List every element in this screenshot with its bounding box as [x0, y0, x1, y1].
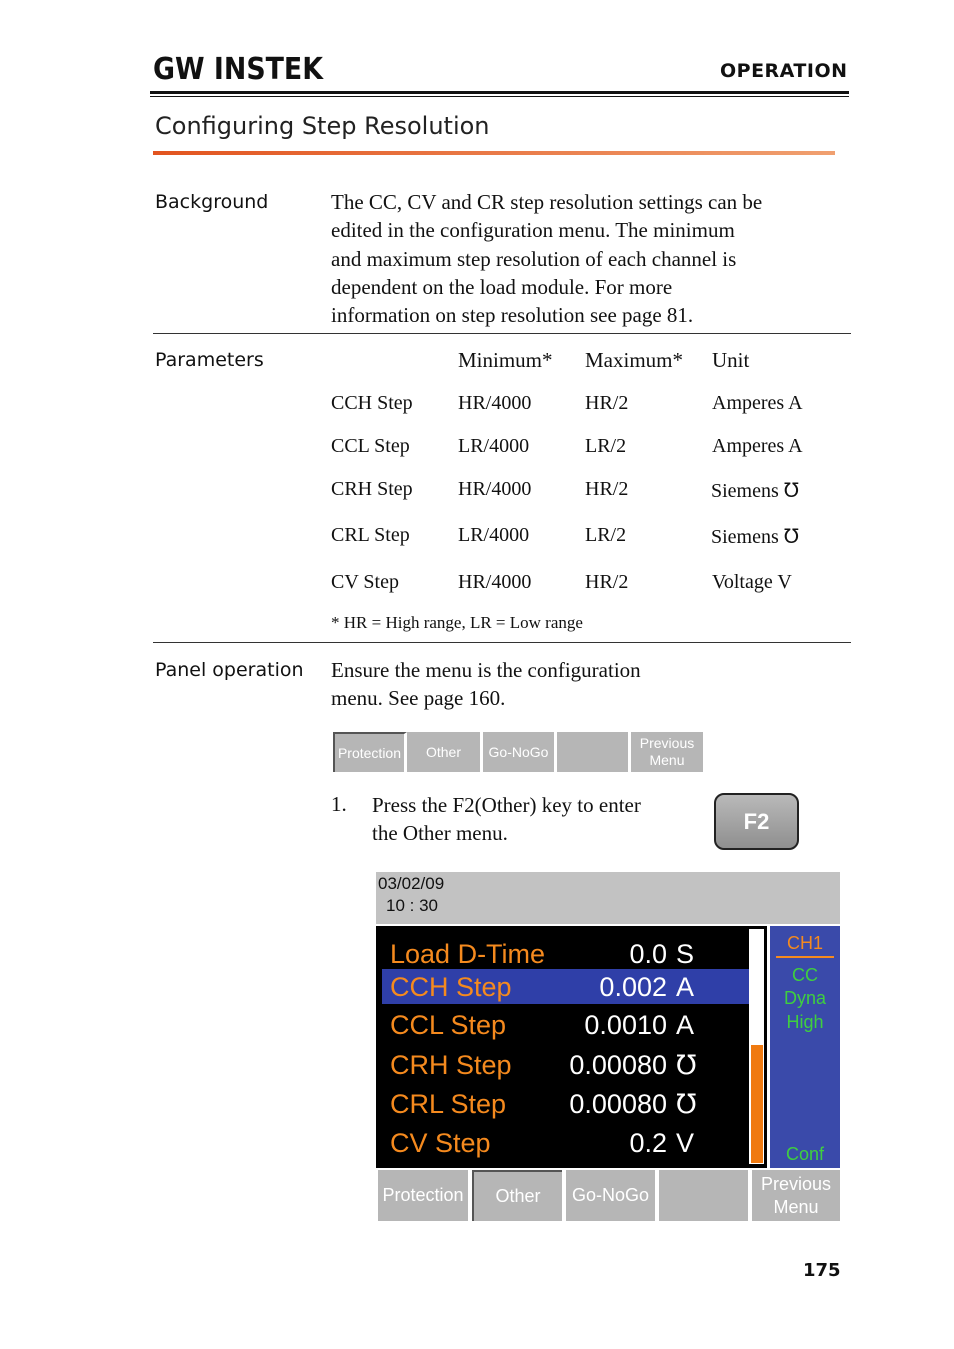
lcd-row-value: 0.0010 — [584, 1010, 667, 1040]
header-unit: Unit — [712, 348, 750, 372]
param-name: CRH Step — [331, 478, 413, 500]
panel-text — [331, 656, 641, 712]
header-minimum: Minimum* — [458, 348, 553, 372]
f2-key-button[interactable]: F2 — [714, 793, 799, 850]
panel-line: Ensure the menu is the configuration — [331, 658, 641, 682]
header-rule-thin — [150, 96, 849, 97]
lcd-softkey-previous-menu[interactable]: Previous Menu — [752, 1170, 840, 1221]
footnote: * HR = High range, LR = Low range — [331, 613, 583, 632]
step-text — [372, 791, 641, 847]
step-number: 1. — [331, 792, 347, 816]
softkey-other[interactable]: Other — [407, 732, 483, 772]
background-line: edited in the configuration menu. The minimum — [331, 218, 735, 243]
svg-text:GW INSTEK: GW INSTEK — [153, 52, 325, 84]
background-line: dependent on the load module. For more — [331, 274, 673, 299]
background-line: information on step resolution see page 81. — [331, 303, 694, 328]
param-min: HR/4000 — [458, 571, 532, 593]
section-divider — [153, 642, 851, 643]
param-max: LR/2 — [585, 524, 627, 546]
lcd-side-panel — [770, 926, 840, 1168]
lcd-softkey-protection[interactable]: Protection — [378, 1170, 468, 1221]
lcd-row-name: CV Step — [390, 1128, 491, 1158]
section-label: OPERATION — [720, 60, 848, 82]
background-line: The CC, CV and CR step resolution settings can be — [331, 190, 763, 214]
lcd-mode: CC — [792, 965, 818, 985]
param-unit: Voltage V — [712, 571, 792, 593]
param-name: CCH Step — [331, 392, 413, 414]
lcd-softkey-other[interactable]: Other — [472, 1170, 562, 1221]
header-rule — [150, 91, 849, 94]
lcd-scrollbar-thumb[interactable] — [751, 1045, 763, 1163]
header-maximum: Maximum* — [585, 348, 683, 372]
lcd-row-name: CCH Step — [390, 972, 512, 1002]
softkey-protection[interactable]: Protection — [333, 732, 407, 772]
param-unit: Amperes A — [712, 435, 803, 457]
lcd-row-name: CCL Step — [390, 1010, 507, 1040]
param-min: HR/4000 — [458, 478, 532, 500]
lcd-channel: CH1 — [786, 933, 823, 953]
background-line: and maximum step resolution of each channel is — [331, 246, 737, 271]
lcd-channel-underline — [776, 956, 834, 958]
param-name: CV Step — [331, 571, 399, 593]
softkey-previous-menu[interactable]: Previous Menu — [631, 732, 703, 772]
param-min: LR/4000 — [458, 524, 530, 546]
lcd-row-unit: S — [676, 939, 695, 969]
param-max: HR/2 — [585, 392, 629, 414]
parameters-label: Parameters — [155, 349, 264, 371]
lcd-softkey-blank[interactable] — [659, 1170, 748, 1221]
lcd-row-value: 0.00080 — [569, 1050, 667, 1080]
page-title: Configuring Step Resolution — [155, 112, 490, 140]
param-unit: Amperes A — [712, 392, 803, 414]
page-number: 175 — [803, 1260, 841, 1281]
lcd-row-unit: ℧ — [676, 1089, 697, 1119]
param-unit: Siemens ℧ — [711, 526, 800, 548]
lcd-row-value: 0.00080 — [569, 1089, 667, 1119]
lcd-row-value: 0.0 — [629, 939, 667, 969]
panel-operation-label: Panel operation — [155, 659, 304, 681]
lcd-menu-name: Conf — [785, 1144, 825, 1164]
title-underline — [153, 151, 835, 155]
lcd-date: 03/02/09 — [378, 874, 445, 893]
lcd-row-unit: V — [676, 1128, 695, 1158]
lcd-time: 10 : 30 — [386, 896, 438, 915]
lcd-row-value: 0.002 — [599, 972, 667, 1002]
lcd-row-unit: ℧ — [676, 1050, 697, 1080]
panel-line: menu. See page 160. — [331, 686, 506, 710]
background-text — [331, 188, 762, 329]
gw-instek-logo — [153, 52, 325, 84]
lcd-dyna: Dyna — [783, 988, 827, 1008]
param-max: HR/2 — [585, 478, 629, 500]
param-unit: Siemens ℧ — [711, 480, 800, 502]
lcd-row-name: CRH Step — [390, 1050, 512, 1080]
lcd-range: High — [786, 1012, 824, 1032]
param-name: CCL Step — [331, 435, 410, 457]
param-max: HR/2 — [585, 571, 629, 593]
param-name: CRL Step — [331, 524, 410, 546]
lcd-status-bar — [376, 872, 840, 924]
softkey-blank[interactable] — [557, 732, 631, 772]
param-min: LR/4000 — [458, 435, 530, 457]
lcd-softkey-go-nogo[interactable]: Go-NoGo — [566, 1170, 655, 1221]
param-max: LR/2 — [585, 435, 627, 457]
param-min: HR/4000 — [458, 392, 532, 414]
step-line: the Other menu. — [372, 821, 508, 845]
section-divider — [153, 333, 851, 334]
lcd-row-name: CRL Step — [390, 1089, 507, 1119]
lcd-row-unit: A — [676, 972, 695, 1002]
lcd-row-value: 0.2 — [629, 1128, 667, 1158]
background-label: Background — [155, 191, 269, 213]
softkey-go-nogo[interactable]: Go-NoGo — [483, 732, 557, 772]
lcd-row-unit: A — [676, 1010, 695, 1040]
lcd-row-name: Load D-Time — [390, 939, 546, 969]
step-line: Press the F2(Other) key to enter — [372, 793, 641, 817]
